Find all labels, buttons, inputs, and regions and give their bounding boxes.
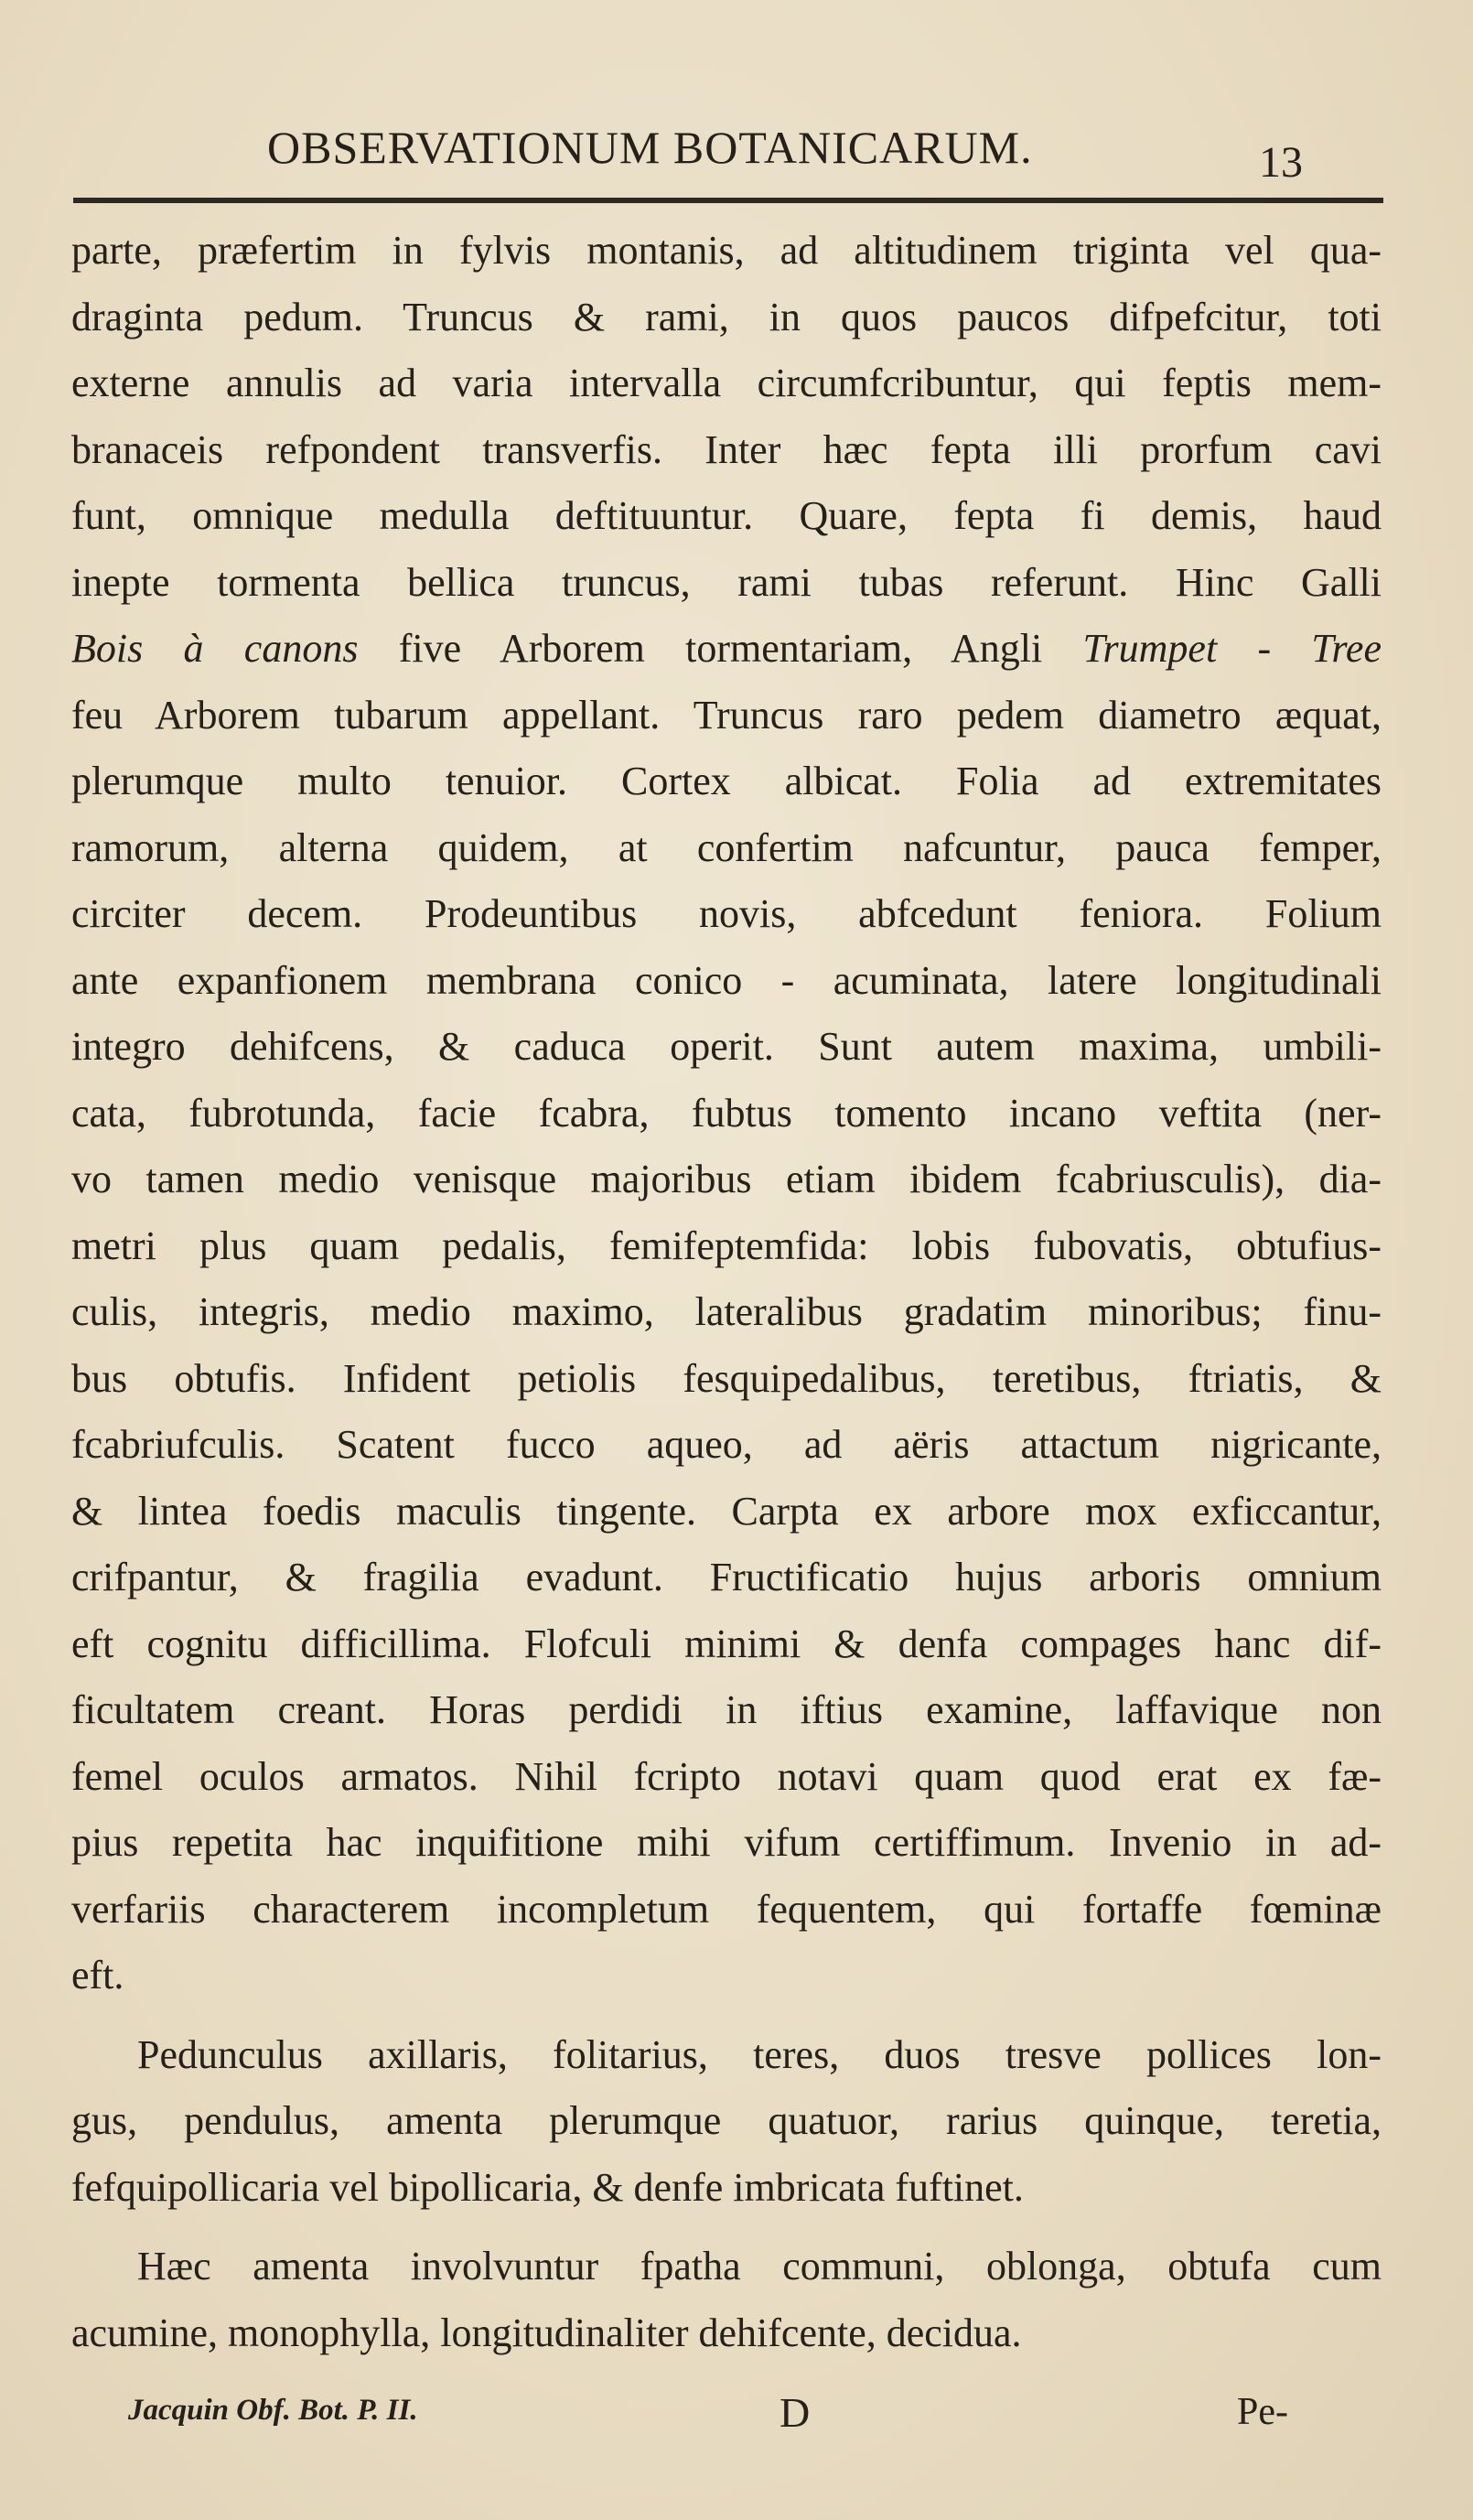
text-line: pius repetita hac inquifitione mihi vifum certiffimum. Invenio in ad-: [71, 1820, 1382, 1865]
text-line: ante expanfionem membrana conico - acuminata, latere longitudinali: [71, 957, 1382, 1003]
line-text: five Arborem tormentariam, Angli: [358, 626, 1083, 671]
text-line: culis, integris, medio maximo, lateralibus gradatim minoribus; finu-: [71, 1289, 1382, 1334]
text-line: ramorum, alterna quidem, at confertim nafcuntur, pauca femper,: [71, 824, 1382, 870]
catchword: Pe-: [1237, 2391, 1288, 2433]
paragraph-gap: [71, 2009, 1382, 2022]
text-line: bus obtufis. Infident petiolis fesquipedalibus, teretibus, ftriatis, &: [71, 1355, 1382, 1401]
text-line: eft.: [71, 1953, 124, 1998]
text-line: acumine, monophylla, longitudinaliter dehifcente, decidua.: [71, 2310, 1022, 2355]
text-line: parte, præfertim in fylvis montanis, ad altitudinem triginta vel qua-: [71, 228, 1382, 273]
text-line: externe annulis ad varia intervalla circumfcribuntur, qui feptis mem-: [71, 361, 1382, 405]
italic-trumpet-tree: Trumpet - Tree: [1082, 626, 1382, 671]
text-line: crifpantur, & fragilia evadunt. Fructificatio hujus arboris omnium: [71, 1555, 1382, 1599]
page-number: 13: [1259, 138, 1303, 187]
text-line: femel oculos armatos. Nihil fcripto notavi quam quod erat ex fæ-: [71, 1753, 1382, 1799]
italic-bois-a-canons: Bois à canons: [71, 626, 359, 671]
text-line: fcabriufculis. Scatent fucco aqueo, ad aëris attactum nigricante,: [71, 1422, 1382, 1467]
text-line: fefquipollicaria vel bipollicaria, & denfe imbricata fuftinet.: [71, 2164, 1024, 2210]
text-line: plerumque multo tenuior. Cortex albicat. Folia ad extremitates: [71, 759, 1382, 803]
text-line: verfariis characterem incompletum fequentem, qui fortaffe fœminæ: [71, 1886, 1382, 1932]
text-line: ficultatem creant. Horas perdidi in iftius examine, laffavique non: [71, 1687, 1382, 1732]
text-line: Hæc amenta involvuntur fpatha communi, oblonga, obtufa cum: [137, 2244, 1382, 2288]
text-line: [71, 616, 1382, 683]
text-line: gus, pendulus, amenta plerumque quatuor, rarius quinque, teretia,: [71, 2098, 1382, 2143]
text-line: cata, fubrotunda, facie fcabra, fubtus tomento incano veftita (ner-: [71, 1090, 1382, 1136]
header-rule: [73, 198, 1383, 203]
text-line: & lintea foedis maculis tingente. Carpta ex arbore mox exficcantur,: [71, 1488, 1382, 1534]
running-head-title: OBSERVATIONUM BOTANICARUM.: [267, 122, 1033, 173]
text-line: metri plus quam pedalis, femifeptemfida: lobis fubovatis, obtufius-: [71, 1222, 1382, 1268]
text-line: integro dehifcens, & caduca operit. Sunt autem maxima, umbili-: [71, 1024, 1382, 1069]
text-line: circiter decem. Prodeuntibus novis, abfcedunt feniora. Folium: [71, 891, 1382, 936]
text-line: eft cognitu difficillima. Flofculi minimi & denfa compages hanc dif-: [71, 1621, 1382, 1666]
signature-mark: D: [780, 2389, 811, 2436]
signature-line: Jacquin Obf. Bot. P. II.: [128, 2394, 418, 2427]
text-line: branaceis refpondent transverfis. Inter hæc fepta illi prorfum cavi: [71, 426, 1382, 472]
text-line: draginta pedum. Truncus & rami, in quos paucos difpefcitur, toti: [71, 294, 1382, 339]
text-line: inepte tormenta bellica truncus, rami tubas referunt. Hinc Galli: [71, 559, 1382, 605]
body-text: [71, 218, 1382, 2366]
text-line: Pedunculus axillaris, folitarius, teres, duos tresve pollices lon-: [137, 2031, 1382, 2077]
paragraph-gap: [71, 2221, 1382, 2234]
text-line: vo tamen medio venisque majoribus etiam ibidem fcabriusculis), dia-: [71, 1157, 1382, 1201]
text-line: funt, omnique medulla deftituuntur. Quare, fepta fi demis, haud: [71, 493, 1382, 538]
text-line: feu Arborem tubarum appellant. Truncus raro pedem diametro æquat,: [71, 692, 1382, 738]
